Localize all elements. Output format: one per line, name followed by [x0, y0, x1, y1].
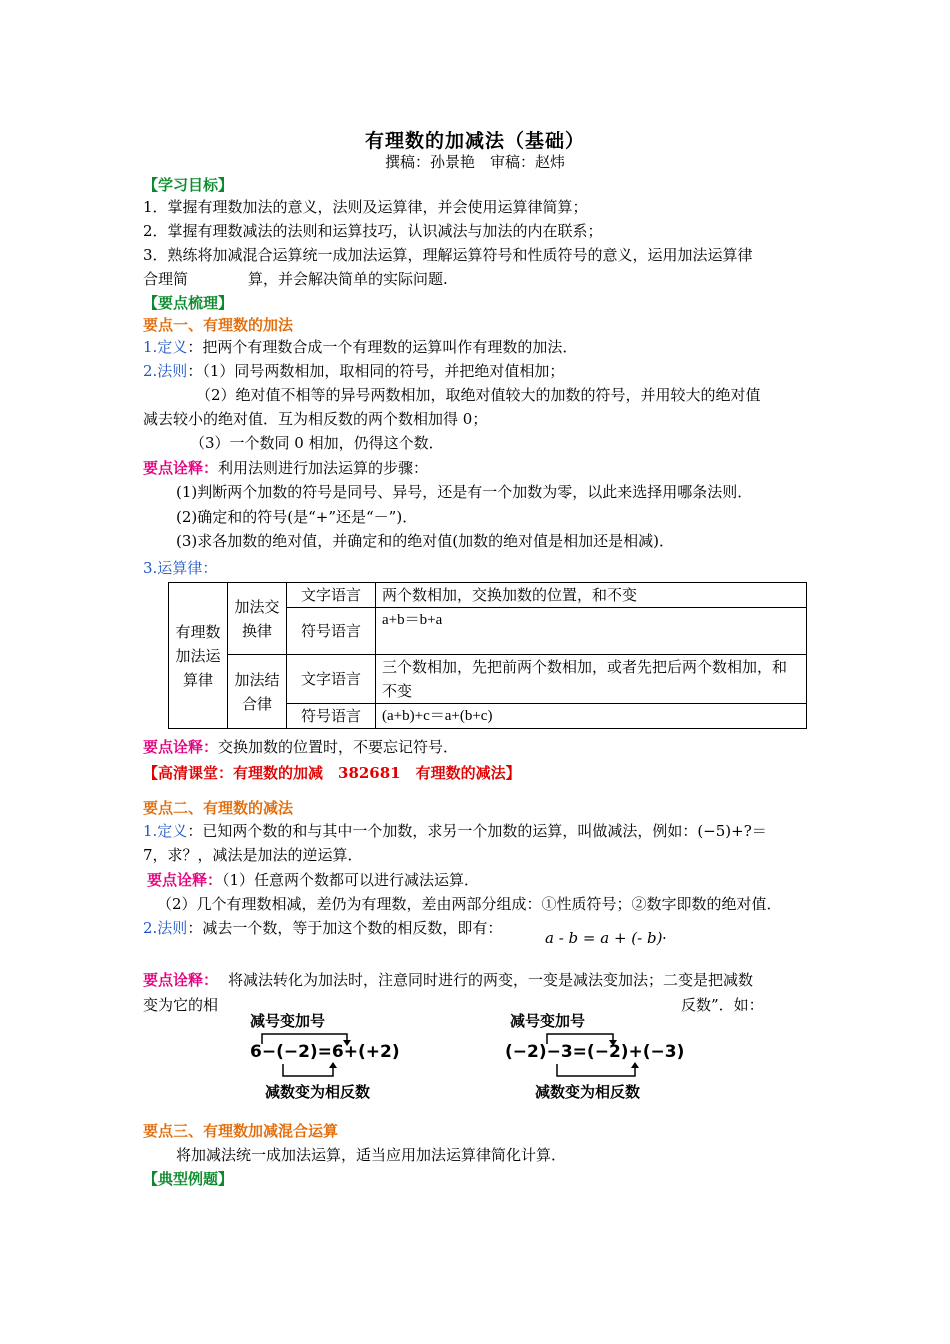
- note-commutative: 要点诠释：交换加数的位置时，不要忘记符号．: [143, 738, 459, 756]
- note-label: 要点诠释：: [143, 738, 219, 756]
- note-label: 要点诠释：: [143, 459, 219, 477]
- objectives-heading: 【学习目标】: [143, 176, 234, 194]
- note-two-changes-cont-b: 反数”．如：: [681, 996, 764, 1014]
- objective-item: 2．掌握有理数减法的法则和运算技巧，认识减法与加法的内在联系；: [143, 222, 603, 240]
- hd-class-link[interactable]: 【高清课堂：有理数的加减 382681 有理数的减法】: [143, 764, 521, 782]
- note-subtraction: 要点诠释：（1）任意两个数都可以进行减法运算．: [147, 871, 480, 889]
- laws-label: 3.运算律：: [143, 559, 218, 577]
- step-item: (2)确定和的符号(是“+”还是“－”)．: [176, 508, 418, 526]
- subtraction-rule: 2.法则：减去一个数，等于加这个数的相反数，即有：: [143, 919, 503, 937]
- fig2-expression: (−2)−3=(−2)+(−3): [505, 1042, 685, 1062]
- rule-label: 2.法则: [143, 362, 188, 380]
- keypoints-heading: 【要点梳理】: [143, 294, 234, 312]
- note-two-changes: 要点诠释： 将减法转化为加法时，注意同时进行的两变，一变是减法变加法；二变是把减数: [143, 971, 754, 989]
- associative-word-cell: 三个数相加，先把前两个数相加，或者先把后两个数相加，和不变: [376, 655, 807, 704]
- section-heading-2: 要点二、有理数的减法: [143, 799, 294, 817]
- step-item: (3)求各加数的绝对值，并确定和的绝对值(加数的绝对值是相加还是相减)．: [176, 532, 674, 550]
- commutative-word-cell: 两个数相加，交换加数的位置，和不变: [376, 583, 807, 608]
- formula-period: .: [662, 925, 667, 943]
- addition-rule-2: （2）绝对值不相等的异号两数相加，取绝对值较大的加数的符号，并用较大的绝对值: [196, 386, 761, 404]
- step-item: (1)判断两个加数的符号是同号、异号，还是有一个加数为零，以此来选择用哪条法则．: [176, 483, 753, 501]
- objective-item: 合理简 算，并会解决简单的实际问题.: [143, 270, 448, 288]
- symbol-language-cell: 符号语言: [287, 608, 376, 655]
- fig1-expression: 6−(−2)=6+(+2): [250, 1042, 400, 1062]
- mixed-operation-text: 将加减法统一成加法运算，适当应用加法运算律简化计算．: [176, 1146, 567, 1164]
- addition-rule-2-cont: 减去较小的绝对值．互为相反数的两个数相加得 0；: [143, 410, 488, 428]
- subtraction-definition: 1.定义：已知两个数的和与其中一个加数，求另一个加数的运算，叫做减法，例如：(−5)+?＝: [143, 822, 767, 840]
- examples-heading: 【典型例题】: [143, 1170, 234, 1188]
- definition-label: 1.定义: [143, 822, 188, 840]
- fig1-top-label: 减号变加号: [250, 1012, 326, 1030]
- addition-rule-3: （3）一个数同 0 相加，仍得这个数．: [190, 434, 444, 452]
- page-title: 有理数的加减法（基础）: [364, 130, 585, 152]
- table-group-cell: 有理数加法运算律: [169, 583, 228, 729]
- note-subtraction-2: （2）几个有理数相减，差仍为有理数，差由两部分组成：①性质符号；②数字即数的绝对值．: [157, 895, 782, 913]
- author-line: 撰稿：孙景艳 审稿：赵炜: [384, 153, 565, 171]
- note-label: 要点诠释：: [147, 871, 223, 889]
- objective-item: 1．掌握有理数加法的意义，法则及运算律，并会使用运算律简算；: [143, 198, 588, 216]
- subtraction-formula: a - b = a + (- b): [545, 929, 663, 947]
- word-language-cell: 文字语言: [287, 655, 376, 704]
- commutative-law-cell: 加法交换律: [228, 583, 287, 655]
- symbol-language-cell: 符号语言: [287, 704, 376, 729]
- commutative-symbol-cell: a+b＝b+a: [376, 608, 807, 655]
- subtraction-definition-cont: 7，求？，减法是加法的逆运算．: [143, 846, 363, 864]
- fig2-bottom-label: 减数变为相反数: [535, 1083, 641, 1101]
- fig1-bottom-label: 减数变为相反数: [265, 1083, 371, 1101]
- rule-label: 2.法则: [143, 919, 188, 937]
- fig2-top-label: 减号变加号: [510, 1012, 586, 1030]
- associative-law-cell: 加法结合律: [228, 655, 287, 729]
- section-heading-3: 要点三、有理数加减混合运算: [143, 1122, 339, 1140]
- addition-laws-table: [168, 582, 807, 729]
- objective-item: 3．熟练将加减混合运算统一成加法运算，理解运算符号和性质符号的意义，运用加法运算律: [143, 246, 753, 264]
- note-label: 要点诠释：: [143, 971, 219, 989]
- addition-rule-1: 2.法则：（1）同号两数相加，取相同的符号，并把绝对值相加；: [143, 362, 565, 380]
- note-addition-steps: 要点诠释：利用法则进行加法运算的步骤：: [143, 459, 429, 477]
- definition-label: 1.定义: [143, 338, 188, 356]
- note-two-changes-cont-a: 变为它的相: [143, 996, 219, 1014]
- addition-definition: 1.定义：把两个有理数合成一个有理数的运算叫作有理数的加法．: [143, 338, 578, 356]
- word-language-cell: 文字语言: [287, 583, 376, 608]
- associative-symbol-cell: (a+b)+c＝a+(b+c): [376, 704, 807, 729]
- section-heading-1: 要点一、有理数的加法: [143, 316, 294, 334]
